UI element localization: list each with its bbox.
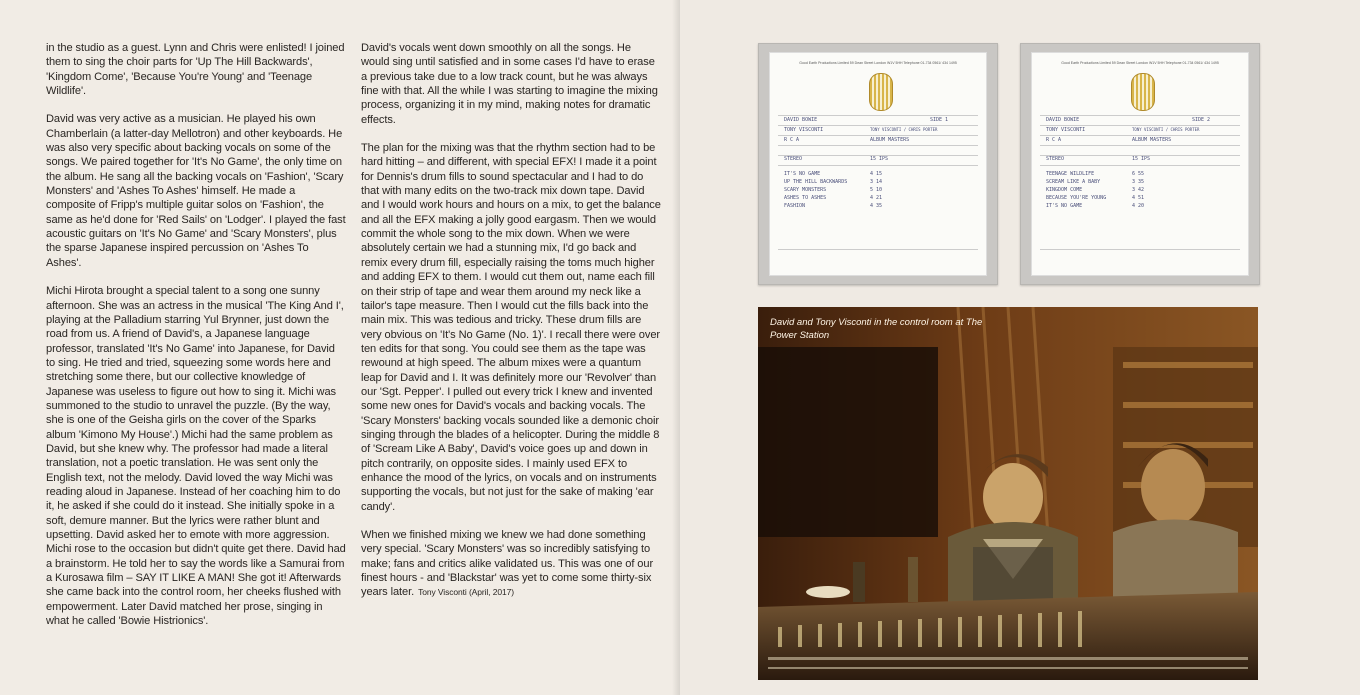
producer: TONY VISCONTI bbox=[1046, 127, 1086, 133]
track-time: 6 55 bbox=[1132, 171, 1145, 177]
tape-sheet bbox=[769, 52, 987, 276]
paragraph bbox=[361, 528, 661, 600]
client: R C A bbox=[784, 137, 800, 143]
track-title: IT'S NO GAME bbox=[784, 171, 821, 177]
track-title: SCARY MONSTERS bbox=[784, 187, 827, 193]
control-room-image bbox=[758, 307, 1258, 680]
side-label: SIDE 1 bbox=[930, 117, 949, 123]
studio-logo-icon bbox=[1131, 73, 1155, 111]
track-time: 4 35 bbox=[870, 203, 883, 209]
paragraph: Michi Hirota brought a special talent to a song one sunny afternoon. She was an actress in the musical 'The King And I', playing at the Palladium starring Yul Brynner, just down the road from us. A friend of David's, a Japanese language professor, translated 'It's No Game' into Japanese, for David to sing. He tried and tried, squeezing some words here and stretching some there, but our collective knowledge of Japanese was useless to figure out how to sing it. Michi was summoned to the studio to unravel the puzzle. (By the way, she is one of the Geisha girls on the cover of the Sparks album 'Kimono My House'.) Michi had the same problem as David, but she knew why. The professor had made a literal translation, not a poetic translation. He was sent only the English text, not the melody. David loved the way Michi was reading aloud in Japanese. Instead of her coaching him to do it, he asked if she could do it instead. She initially spoke in a soft, demure manner. But the lyrics were rather blunt and upsetting. David asked her to emote with more aggression. Michi rose to the occasion but didn't quite get there. David had a brainstorm. He told her to say the words like a Samurai from a Kurosawa film – SAY IT LIKE A MAN! She got it! Afterwards she came back into the control room, her cheeks flushed with empowerment. Later David matched her prose, singing in what he called 'Bowie Histrionics'. bbox=[46, 285, 346, 628]
track-time: 4 51 bbox=[1132, 195, 1145, 201]
author-credit: Tony Visconti (April, 2017) bbox=[418, 587, 514, 598]
studio-logo-icon bbox=[869, 73, 893, 111]
speed: 15 IPS bbox=[870, 156, 889, 162]
mode: STEREO bbox=[784, 156, 803, 162]
engineer: TONY VISCONTI / CHRIS PORTER bbox=[870, 127, 938, 132]
text-column-1 bbox=[46, 41, 346, 642]
tape-box-side-1 bbox=[758, 43, 998, 285]
track-title: UP THE HILL BACKWARDS bbox=[784, 179, 848, 185]
track-title: ASHES TO ASHES bbox=[784, 195, 827, 201]
track-title: BECAUSE YOU'RE YOUNG bbox=[1046, 195, 1107, 201]
track-title: FASHION bbox=[784, 203, 806, 209]
artist: DAVID BOWIE bbox=[1046, 117, 1080, 123]
closing-text: When we finished mixing we knew we had done something very special. 'Scary Monsters' was so incredibly satisfying to make; fans and critics alike validated us. This was one of our finest hours - and 'Blackstar' was yet to come some thirty-six years later. bbox=[361, 529, 654, 599]
track-time: 3 35 bbox=[1132, 179, 1145, 185]
paragraph: in the studio as a guest. Lynn and Chris were enlisted! I joined them to sing the choir parts for 'Up The Hill Backwards', 'Kingdom Come', 'Because You're Young' and 'Teenage Wildlife'. bbox=[46, 42, 345, 98]
track-title: SCREAM LIKE A BABY bbox=[1046, 179, 1101, 185]
photo-caption: David and Tony Visconti in the control room at The Power Station bbox=[770, 317, 983, 341]
track-time: 3 42 bbox=[1132, 187, 1145, 193]
paragraph: David's vocals went down smoothly on all the songs. He would sing until satisfied and in some cases I'd have to erase a previous take due to a low track count, but he was always fine with that. All the while I was starting to imagine the mixing process, organizing it in my mind, making notes for dramatic effects. bbox=[361, 42, 658, 126]
side-label: SIDE 2 bbox=[1192, 117, 1211, 123]
track-time: 4 21 bbox=[870, 195, 883, 201]
track-time: 4 20 bbox=[1132, 203, 1145, 209]
engineer: TONY VISCONTI / CHRIS PORTER bbox=[1132, 127, 1200, 132]
artist: DAVID BOWIE bbox=[784, 117, 818, 123]
mode: STEREO bbox=[1046, 156, 1065, 162]
paragraph: The plan for the mixing was that the rhythm section had to be hard hitting – and different, with special EFX! I made it a point for Dennis's drum fills to sound spectacular and I had to do that with many edits on the two-track mix down tape. David and I would work hours and hours on a mix, to get the balance and all the EFX making a jolly good eargasm. Then we would commit the whole song to the mix down. When we were absolutely certain we had a stunning mix, I'd go back and remix every drum fill, especially raising the toms much higher and adding EFX to them. I would cut them out, name each fill on their strip of tape and wear them around my neck like a tailor's tape measure. Then I would cut the fills back into the main mix. This was tedious and tricky. These drum fills are very obvious on 'It's No Game (No. 1)'. I recall there were over ten edits for that song. You could see them as the tape was rewound at high speed. The album mixes were a quantum leap for David and I. It was definitely more our 'Revolver' than our 'Sgt. Pepper'. I pulled out every trick I knew and invented some new ones for David's vocals and backing vocals. The 'Scary Monsters' backing vocals sounded like a demonic choir singing through the blades of a helicopter. During the middle 8 of 'Scream Like A Baby', David's voice goes up and down in pitch contrarily, on opposite sides. I mainly used EFX to enhance the mood of the lyrics, on vocals and on instruments supporting the vocals, but not just for the sake of making 'ear candy'. bbox=[361, 142, 661, 513]
tape-box-side-2 bbox=[1020, 43, 1260, 285]
studio-header: Good Earth Productions Limited 59 Dean Street London W1V 5HH Telephone 01-734 0561/ 434 1495 bbox=[1061, 61, 1219, 65]
track-time: 3 14 bbox=[870, 179, 883, 185]
track-time: 4 15 bbox=[870, 171, 883, 177]
producer: TONY VISCONTI bbox=[784, 127, 824, 133]
subject: ALBUM MASTERS bbox=[1132, 137, 1172, 143]
track-title: TEENAGE WILDLIFE bbox=[1046, 171, 1095, 177]
client: R C A bbox=[1046, 137, 1062, 143]
track-time: 5 10 bbox=[870, 187, 883, 193]
studio-header: Good Earth Productions Limited 59 Dean Street London W1V 5HH Telephone 01-734 0561/ 434 1495 bbox=[799, 61, 957, 65]
track-title: IT'S NO GAME bbox=[1046, 203, 1083, 209]
text-column-2 bbox=[361, 41, 661, 614]
studio-photo bbox=[758, 307, 1258, 680]
track-title: KINGDOM COME bbox=[1046, 187, 1083, 193]
paragraph: David was very active as a musician. He played his own Chamberlain (a latter-day Mellotron) and other keyboards. He was also very specific about backing vocals on some of the songs. We paired together for 'It's No Game', the only time on the album. He sang all the backing vocals on 'Fashion', 'Scary Monsters' and 'Ashes To Ashes' himself. He made a composite of Fripp's multiple guitar solos on 'Fashion', the same as he'd done for 'Red Sails' on 'Lodger'. I played the fast acoustic guitars on 'It's No Game' and 'Scary Monsters', plus the sparse Japanese inspired percussion on 'Ashes To Ashes'. bbox=[46, 113, 346, 269]
speed: 15 IPS bbox=[1132, 156, 1151, 162]
subject: ALBUM MASTERS bbox=[870, 137, 910, 143]
tape-sheet bbox=[1031, 52, 1249, 276]
